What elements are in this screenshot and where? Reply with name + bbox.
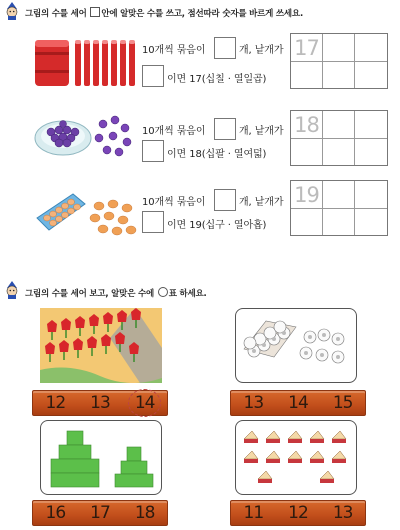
- row1-line1: [142, 41, 205, 56]
- row3-line2: 이면 19(십구 · 열아홉): [167, 220, 267, 231]
- options-plank-3: [32, 500, 168, 526]
- toilet-paper-icon: [236, 309, 356, 382]
- instruction-text: 표 하세요.: [168, 289, 207, 299]
- row-text: 10개씩 묶음이: [142, 45, 206, 56]
- chalk-sticks-icon: [33, 36, 138, 88]
- option-number[interactable]: 12: [45, 393, 66, 413]
- row-text: 개, 낱개가: [239, 45, 284, 56]
- write-cell[interactable]: [355, 111, 387, 165]
- option-number[interactable]: 12: [288, 503, 308, 523]
- mascot-icon: [3, 2, 21, 20]
- trace-number: 17: [294, 35, 319, 60]
- write-cell[interactable]: [323, 34, 355, 88]
- row-text: 10개씩 묶음이: [142, 197, 206, 208]
- row-text: 개, 낱개가: [239, 126, 284, 137]
- option-number[interactable]: 14: [288, 393, 308, 413]
- option-number[interactable]: 17: [90, 503, 110, 523]
- row3-bundle-answer-box[interactable]: [214, 189, 236, 211]
- option-number[interactable]: 13: [332, 503, 353, 523]
- row2-line1: [142, 122, 205, 137]
- option-number-circled[interactable]: 14: [131, 393, 159, 413]
- row3-single-answer-box[interactable]: [142, 211, 164, 233]
- row2-single-answer-box[interactable]: [142, 140, 164, 162]
- row2-bundle-answer-box[interactable]: [214, 118, 236, 140]
- instruction-text: 그림의 수를 세어: [25, 9, 90, 19]
- write-cell[interactable]: [355, 34, 387, 88]
- row1-single-answer-box[interactable]: [142, 65, 164, 87]
- options-plank-4: [230, 500, 366, 526]
- egg-tray-icon: [33, 188, 138, 240]
- mascot-icon: [3, 281, 21, 299]
- row3-line1b: [239, 193, 283, 208]
- toilet-paper-picture: [235, 308, 357, 383]
- trace-cell[interactable]: [291, 181, 323, 235]
- option-number[interactable]: 15: [332, 393, 353, 413]
- instruction-text: 그림의 수를 세어 보고, 알맞은 수에: [25, 289, 157, 299]
- row1-trace-grid[interactable]: [290, 33, 388, 89]
- grape-plate-icon: [33, 108, 138, 160]
- write-cell[interactable]: [355, 181, 387, 235]
- row3-line1: [142, 193, 205, 208]
- circle-symbol: [158, 287, 168, 297]
- trace-number: 18: [294, 112, 319, 137]
- cake-slice-icon: [236, 421, 356, 494]
- trace-cell[interactable]: [291, 34, 323, 88]
- row-text: 10개씩 묶음이: [142, 126, 206, 137]
- section2-instruction: [25, 287, 207, 299]
- cube-picture: [40, 420, 162, 495]
- row2-trace-grid[interactable]: [290, 110, 388, 166]
- cube-stack-icon: [41, 421, 161, 494]
- option-number[interactable]: 11: [243, 503, 264, 523]
- row-text: 개, 낱개가: [239, 197, 284, 208]
- option-number[interactable]: 13: [243, 393, 264, 413]
- row2-line2: 이면 18(십팔 · 열여덟): [167, 149, 267, 160]
- row3-trace-grid[interactable]: [290, 180, 388, 236]
- write-cell[interactable]: [323, 181, 355, 235]
- trace-number: 19: [294, 182, 319, 207]
- row1-bundle-answer-box[interactable]: [214, 37, 236, 59]
- cake-picture: [235, 420, 357, 495]
- option-number[interactable]: 16: [45, 503, 66, 523]
- write-cell[interactable]: [323, 111, 355, 165]
- box-symbol: [90, 7, 100, 17]
- instruction-text: 안에 알맞은 수를 쓰고, 점선따라 숫자를 바르게 쓰세요.: [101, 9, 303, 19]
- option-number[interactable]: 13: [90, 393, 110, 413]
- tulip-picture: [40, 308, 162, 383]
- row2-line1b: [239, 122, 283, 137]
- row1-line2: 이면 17(십칠 · 열일곱): [167, 74, 267, 85]
- section1-instruction: [25, 7, 303, 19]
- row1-line1b: [239, 41, 283, 56]
- trace-cell[interactable]: [291, 111, 323, 165]
- options-plank-1: [32, 390, 168, 416]
- option-number[interactable]: 18: [134, 503, 155, 523]
- options-plank-2: [230, 390, 366, 416]
- tulip-field-icon: [40, 308, 162, 383]
